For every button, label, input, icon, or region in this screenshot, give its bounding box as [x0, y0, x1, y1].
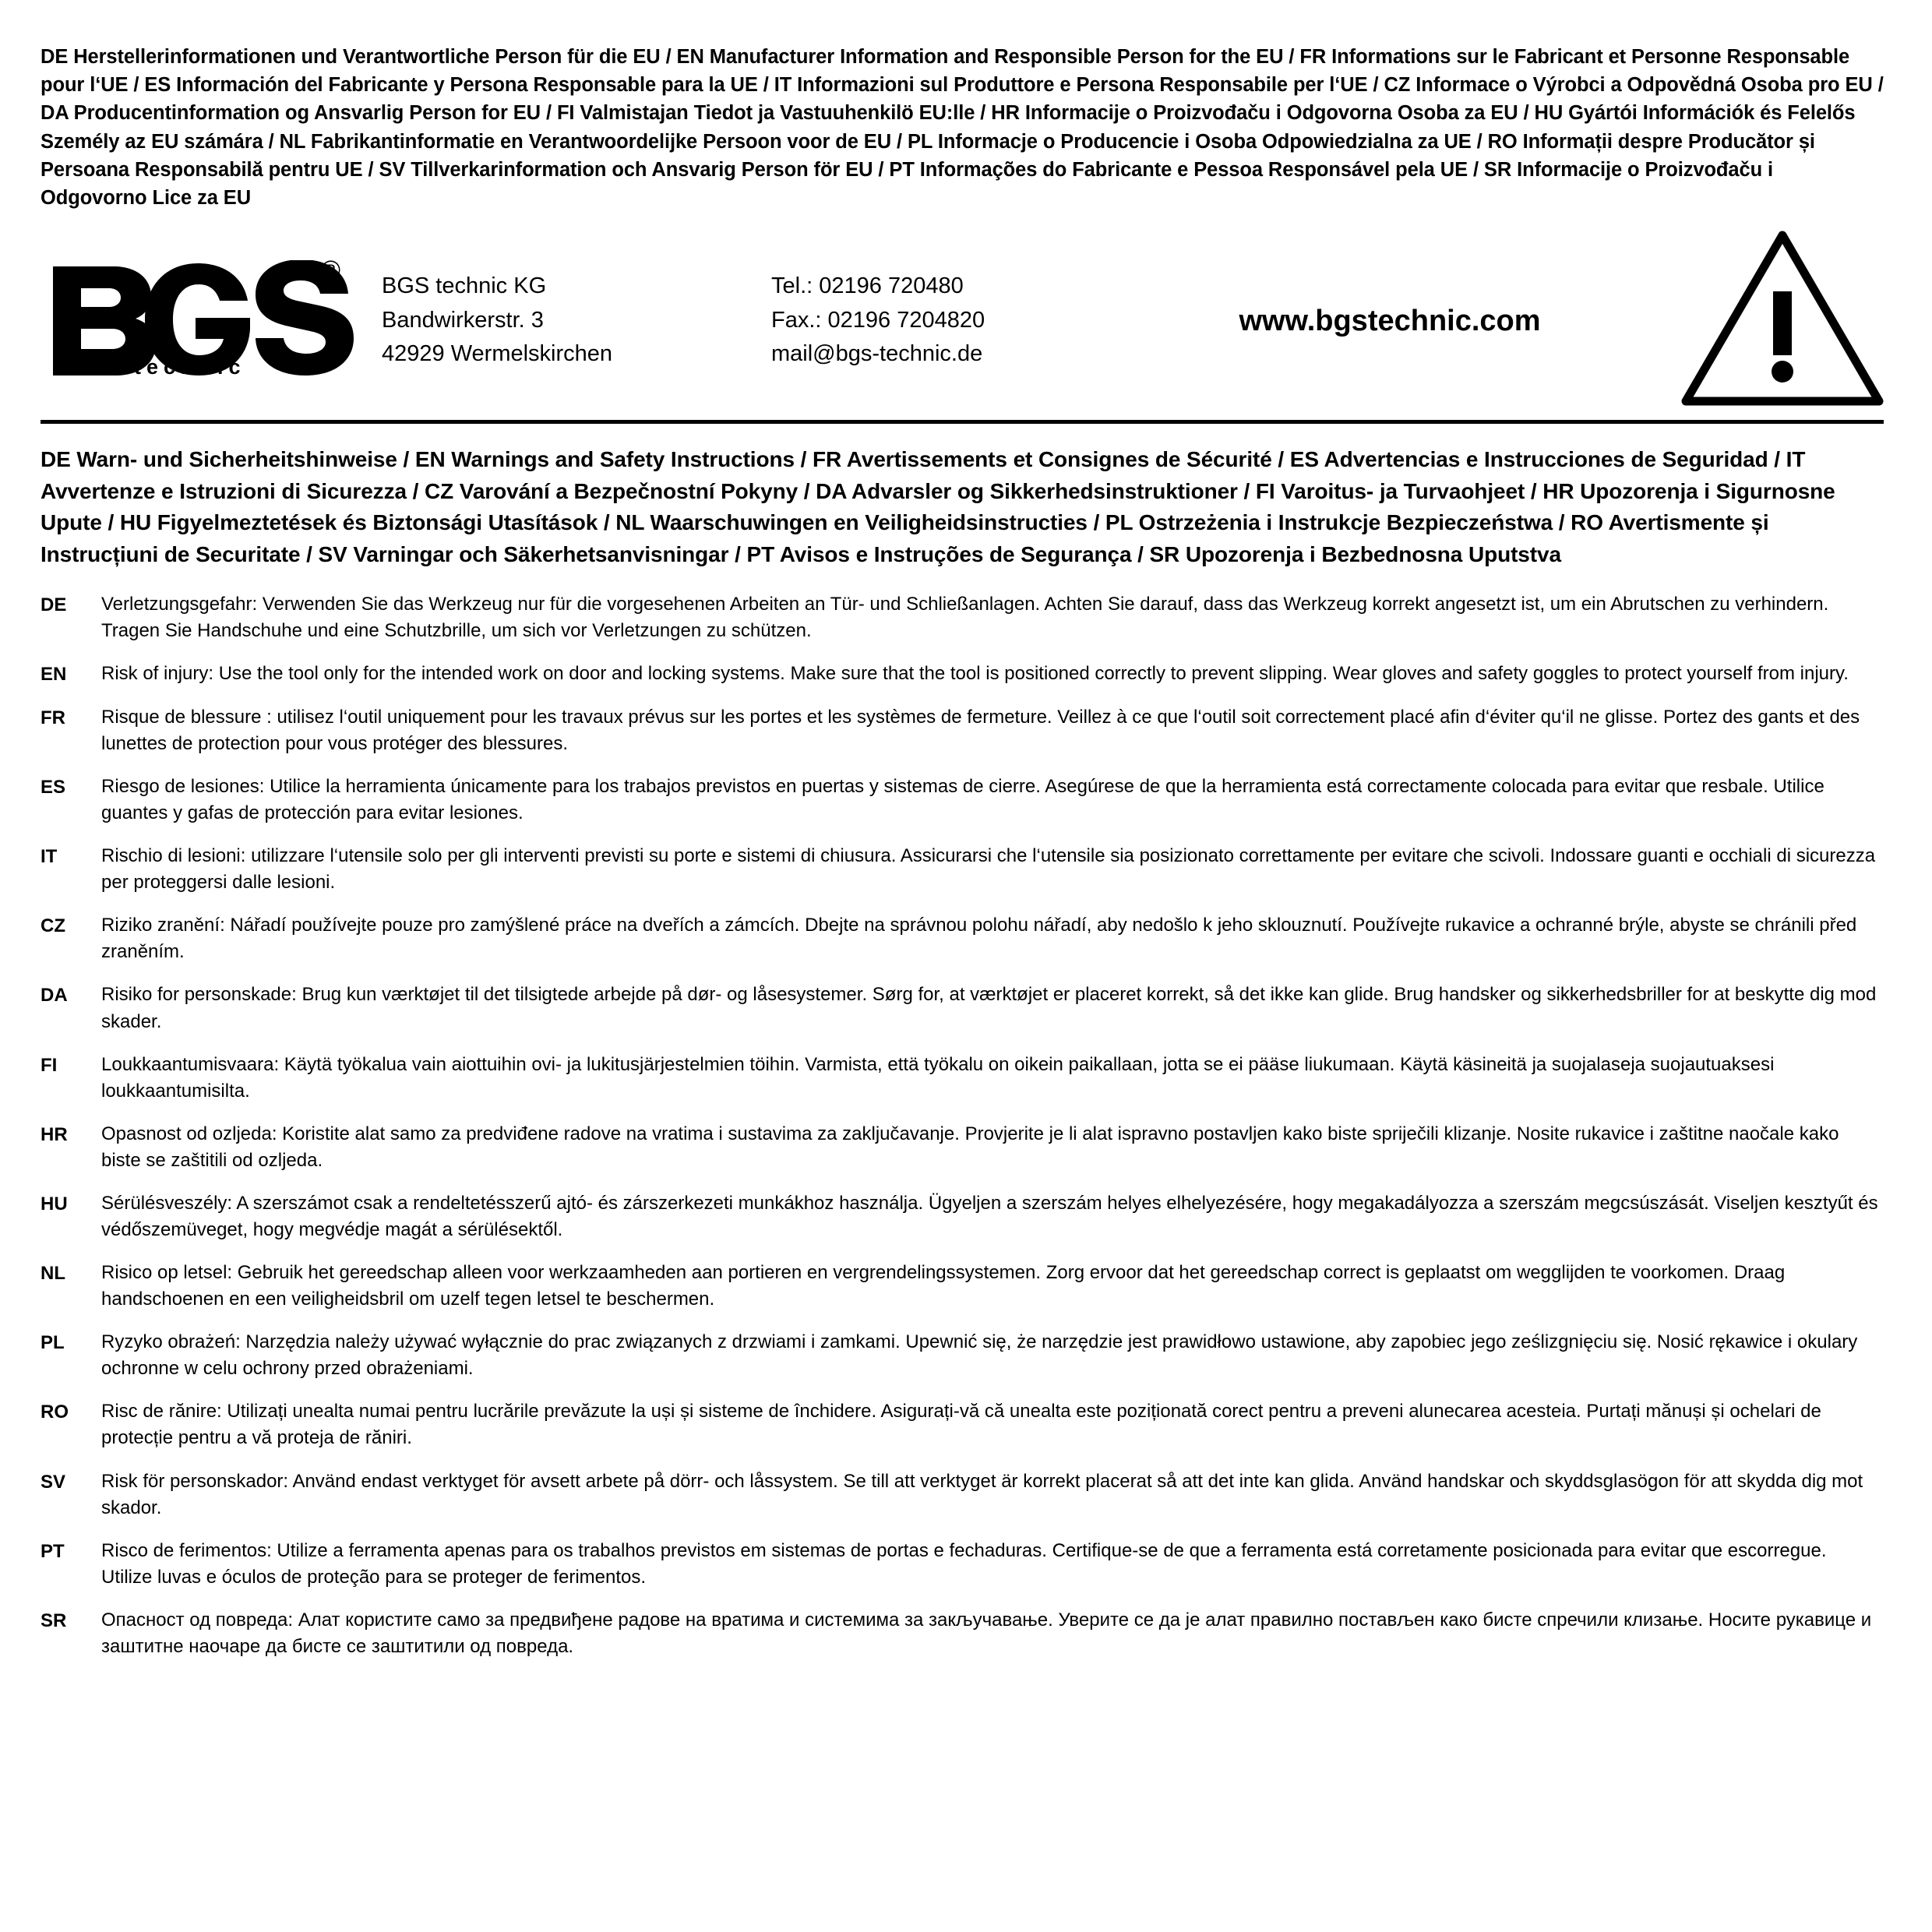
warning-text: Riesgo de lesiones: Utilice la herramienta únicamente para los trabajos previstos en puertas y sistemas de cierre. Asegúrese de que la herramienta está correctamente colocada para evitar que resbale. Utilice guantes y gafas de protección para evitar lesiones.: [101, 775, 1824, 824]
list-item: [41, 912, 1884, 965]
list-item: [41, 843, 1884, 896]
list-item: [41, 704, 1884, 757]
warnings-heading: DE Warn- und Sicherheitshinweise / EN Warnings and Safety Instructions / FR Avertissements et Consignes de Sécurité / ES Advertencias e Instrucciones de Seguridad / IT Avvertenze e Istruzioni di Sicurezza / CZ Varování a Bezpečnostní Pokyny / DA Advarsler og Sikkerhedsinstruktioner / FI Varoitus- ja Turvaohjeet / HR Upozorenja i Sigurnosne Upute / HU Figyelmeztetések és Biztonsági Utasítások / NL Waarschuwingen en Veiligheidsinstructies / PL Ostrzeżenia i Instrukcje Bezpieczeństwa / RO Avertismente și Instrucțiuni de Securitate / SV Varningar och Säkerhetsanvisningar / PT Avisos e Instruções de Segurança / SR Upozorenja i Bezbednosna Uputstva: [41, 447, 1835, 566]
bgs-logo: [41, 260, 382, 377]
list-item: [41, 1329, 1884, 1382]
language-code: PT: [41, 1540, 65, 1562]
list-item: [41, 1538, 1884, 1591]
company-fax: Fax.: 02196 7204820: [771, 307, 985, 333]
list-item: [41, 1468, 1884, 1521]
language-code: ES: [41, 776, 66, 798]
language-code: HU: [41, 1193, 68, 1215]
language-code: DE: [41, 594, 67, 615]
list-item: [41, 774, 1884, 827]
svg-text:technic: technic: [134, 354, 246, 377]
language-code: FI: [41, 1054, 58, 1076]
warning-text: Risk för personskador: Använd endast verktyget för avsett arbete på dörr- och låssystem. Se till att verktyget är korrekt placerat så att det inte kan glida. Använd handskar och skyddsglasögon för att skydda dig mot skador.: [101, 1470, 1863, 1518]
language-code: CZ: [41, 915, 65, 937]
warning-text: Opasnost od ozljeda: Koristite alat samo za predviđene radove na vratima i sustavima za zaključavanje. Provjerite je li alat ispravno postavljen kako biste spriječili klizanje. Nosite rukavice i zaštitne naočale kako biste se zaštitili od ozljeda.: [101, 1123, 1839, 1171]
warning-text: Risiko for personskade: Brug kun værktøjet til det tilsigtede arbejde på dør- og låsesystemer. Sørg for, at værktøjet er placeret korrekt, så det ikke kan glide. Brug handsker og sikkerhedsbriller for at beskytte dig mod skader.: [101, 984, 1877, 1032]
list-item: [41, 1121, 1884, 1174]
list-item: [41, 982, 1884, 1035]
warning-text: Ryzyko obrażeń: Narzędzia należy używać wyłącznie do prac związanych z drzwiami i zamkami. Upewnić się, że narzędzie jest prawidłowo ustawione, aby zapobiec jego ześlizgnięciu się. Nosić rękawice i okulary ochronne w celu ochrony przed obrażeniami.: [101, 1331, 1858, 1380]
list-item: [41, 1260, 1884, 1313]
company-name: BGS technic KG: [382, 273, 547, 299]
language-code: HR: [41, 1123, 68, 1145]
company-info-band: [41, 226, 1884, 424]
warning-text: Rischio di lesioni: utilizzare l‘utensile solo per gli interventi previsti su porte e sistemi di chiusura. Assicurarsi che l‘utensile sia posizionato correttamente per evitare che scivoli. Indossare guanti e occhiali di sicurezza per proteggersi dalle lesioni.: [101, 845, 1876, 894]
warning-text: Опасност од повреда: Алат користите само за предвиђене радове на вратима и системима за закључавање. Уверите се да је алат правилно постављен како бисте спречили клизање. Носите рукавице и заштитне наочаре да бисте се заштитили од повреда.: [101, 1609, 1872, 1657]
language-code: RO: [41, 1401, 69, 1423]
warning-text: Risco de ferimentos: Utilize a ferramenta apenas para os trabalhos previstos em sistemas de portas e fechaduras. Certifique-se de que a ferramenta está corretamente posicionada para evitar que escorregue. Utilize luvas e óculos de proteção para se proteger de ferimentos.: [101, 1539, 1827, 1588]
warning-triangle-icon: [1673, 231, 1884, 406]
warning-text: Risque de blessure : utilisez l‘outil uniquement pour les travaux prévus sur les portes et les systèmes de fermeture. Veillez à ce que l‘outil soit correctement placé afin d‘éviter qu‘il ne glisse. Portez des gants et des lunettes de protection pour vous protéger des blessures.: [101, 706, 1860, 754]
company-website: www.bgstechnic.com: [1239, 305, 1541, 338]
warning-text: Verletzungsgefahr: Verwenden Sie das Werkzeug nur für die vorgesehenen Arbeiten an Tür- und Schließanlagen. Achten Sie darauf, dass das Werkzeug korrekt angesetzt ist, um ein Abrutschen zu verhindern. Tragen Sie Handschuhe und eine Schutzbrille, um sich vor Verletzungen zu schützen.: [101, 593, 1829, 641]
language-code: PL: [41, 1332, 65, 1354]
list-item: [41, 1190, 1884, 1243]
list-item: [41, 591, 1884, 644]
warning-text: Risico op letsel: Gebruik het gereedschap alleen voor werkzaamheden aan portieren en vergrendelingssystemen. Zorg ervoor dat het gereedschap correct is geplaatst om wegglijden te voorkomen. Draag handschoenen en een veiligheidsbril om uzelf tegen letsel te beschermen.: [101, 1262, 1786, 1310]
company-address: [382, 265, 771, 372]
warning-text: Riziko zranění: Nářadí používejte pouze pro zamýšlené práce na dveřích a zámcích. Dbejte na správnou polohu nářadí, aby nedošlo k jeho sklouznutí. Používejte rukavice a ochranné brýle, abyste se chránili před zraněním.: [101, 915, 1857, 963]
warning-triangle-svg: [1681, 231, 1884, 406]
company-tel: Tel.: 02196 720480: [771, 273, 964, 299]
language-code: IT: [41, 846, 58, 868]
list-item: [41, 661, 1884, 688]
manufacturer-info-heading: DE Herstellerinformationen und Verantwortliche Person für die EU / EN Manufacturer Information and Responsible Person for the EU / FR Informations sur le Fabricant et Personne Responsable pour l‘UE / ES Información del Fabricante y Persona Responsable para la UE / IT Informazioni sul Produttore e Persona Responsabile per l‘UE / CZ Informace o Výrobci a Odpovědná Osoba pro EU / DA Producentinformation og Ansvarlig Person for EU / FI Valmistajan Tiedot ja Vastuuhenkilö EU:lle / HR Informacije o Proizvođaču i Odgovorna Osoba za EU / HU Gyártói Információk és Felelős Személy az EU számára / NL Fabrikantinformatie en Verantwoordelijke Persoon voor de EU / PL Informacje o Producencie i Osoba Odpowiedzialna za UE / RO Informații despre Producător și Persoana Responsabilă pentru UE / SV Tillverkarinformation och Ansvarig Person för EU / PT Informações do Fabricante e Pessoa Responsável pela UE / SR Informacije o Proizvođaču i Odgovorno Lice za EU: [41, 46, 1884, 210]
list-item: [41, 1052, 1884, 1105]
list-item: [41, 1607, 1884, 1660]
company-email: mail@bgs-technic.de: [771, 341, 983, 367]
language-code: FR: [41, 707, 65, 728]
company-contact: [771, 265, 1130, 372]
language-code: SV: [41, 1471, 66, 1493]
bgs-logo-icon: [47, 260, 358, 377]
svg-text:®: ®: [321, 259, 341, 285]
warning-text: Risc de rănire: Utilizați unealta numai pentru lucrările prevăzute la uși și sisteme de închidere. Asigurați-vă că unealta este poziționată corect pentru a preveni alunecarea acesteia. Purtați mănuși și ochelari de protecție pentru a vă proteja de răniri.: [101, 1401, 1821, 1449]
list-item: [41, 1398, 1884, 1451]
language-code: EN: [41, 663, 67, 685]
company-street: Bandwirkerstr. 3: [382, 307, 544, 333]
language-code: DA: [41, 985, 68, 1007]
warning-text: Risk of injury: Use the tool only for the intended work on door and locking systems. Make sure that the tool is positioned correctly to prevent slipping. Wear gloves and safety goggles to protect yourself from injury.: [101, 662, 1849, 684]
language-code: SR: [41, 1609, 67, 1631]
warnings-list: [41, 591, 1884, 1660]
language-code: NL: [41, 1263, 65, 1285]
warning-text: Loukkaantumisvaara: Käytä työkalua vain aiottuihin ovi- ja lukitusjärjestelmien töihin. Varmista, että työkalu on oikein paikallaan, jotta se ei pääse liukumaan. Käytä käsineitä ja suojalaseja suojautuaksesi loukkaantumisilta.: [101, 1053, 1775, 1102]
warning-text: Sérülésveszély: A szerszámot csak a rendeltetésszerű ajtó- és zárszerkezeti munkákhoz használja. Ügyeljen a szerszám helyes elhelyezésére, hogy megakadályozza a szerszám megcsúszását. Viseljen kesztyűt és védőszemüveget, hogy megvédje magát a sérülésektől.: [101, 1192, 1878, 1240]
company-city: 42929 Wermelskirchen: [382, 341, 613, 367]
